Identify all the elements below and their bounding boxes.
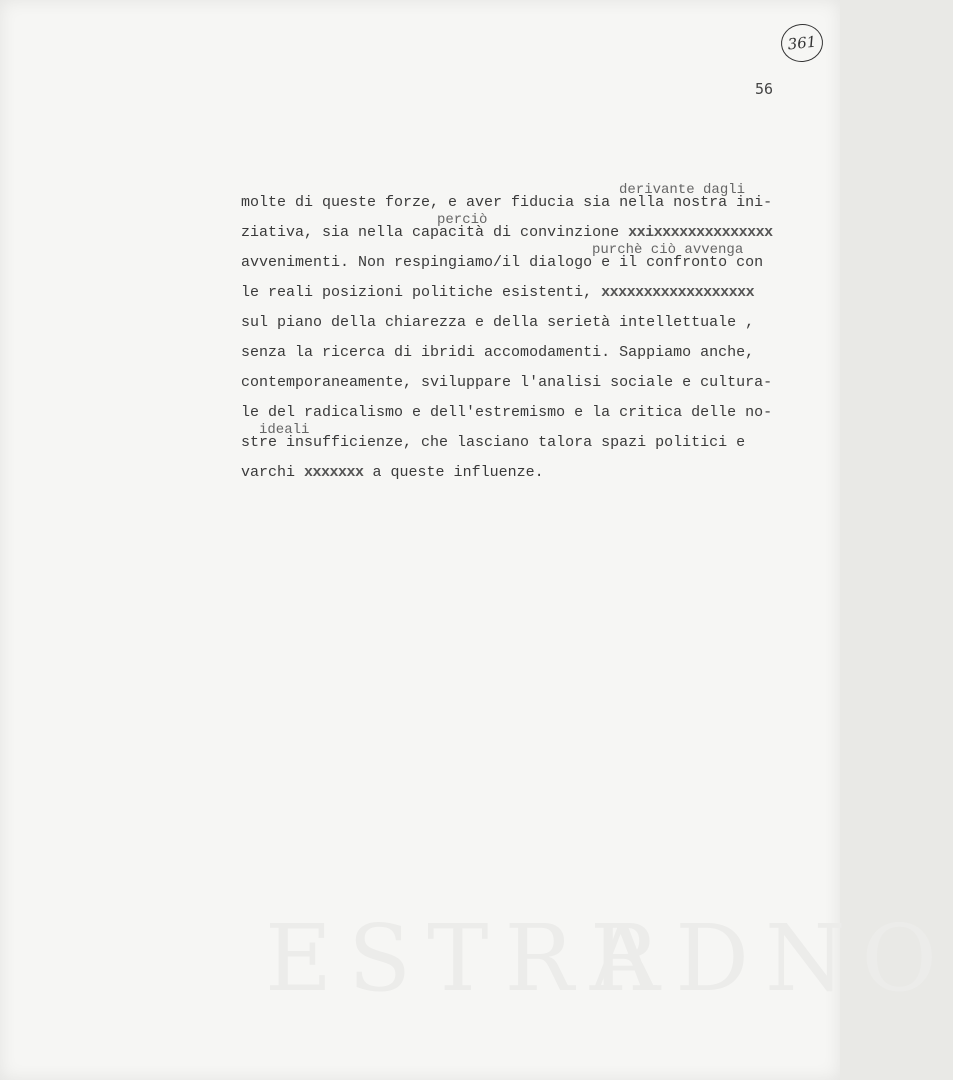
text-line [187, 368, 787, 421]
line-text: senza la ricerca di ibridi accomodamenti. Sappiamo anche, [241, 344, 755, 361]
interlinear-correction: perciò [437, 212, 488, 228]
page-number: 56 [755, 80, 774, 98]
archive-number: 361 [786, 32, 818, 54]
text-line [187, 308, 787, 361]
struck-out-text: xxxxxxx [304, 464, 364, 481]
line-text: le reali posizioni politiche esistenti, [241, 284, 602, 301]
struck-out-text: xxixxxxxxxxxxxxxx [628, 224, 773, 241]
text-line [187, 422, 787, 481]
text-line [187, 242, 787, 301]
interlinear-correction: ideali [259, 422, 310, 438]
interlinear-correction: derivante dagli [619, 182, 746, 198]
line-text: ziativa, sia nella capacità di convinzione [241, 224, 629, 241]
line-text: a queste influenze. [363, 464, 544, 481]
line-text: contemporaneamente, sviluppare l'analisi sociale e cultura- [241, 374, 773, 391]
line-text: molte di queste forze, e aver fiducia sia nella nostra ini- [241, 194, 773, 211]
bleed-through-word: RDNO [590, 905, 953, 1012]
text-line [187, 278, 787, 331]
bleed-through-word: ESTRA [265, 905, 673, 1012]
line-text: avvenimenti. Non respingiamo/il dialogo e il confronto con [241, 254, 764, 271]
line-text: le del radicalismo e dell'estremismo e la critica delle no- [241, 404, 773, 421]
interlinear-correction: purchè ciò avvenga [592, 242, 744, 258]
line-text: varchi [241, 464, 305, 481]
line-text: stre insufficienze, che lasciano talora spazi politici e [241, 434, 746, 451]
struck-out-text: xxxxxxxxxxxxxxxxxx [601, 284, 755, 301]
typed-text-body [187, 158, 787, 481]
text-line [187, 338, 787, 391]
bleed-through-text [0, 905, 953, 1025]
line-text: sul piano della chiarezza e della serietà intellettuale , [241, 314, 755, 331]
archive-number-stamp [779, 22, 825, 64]
